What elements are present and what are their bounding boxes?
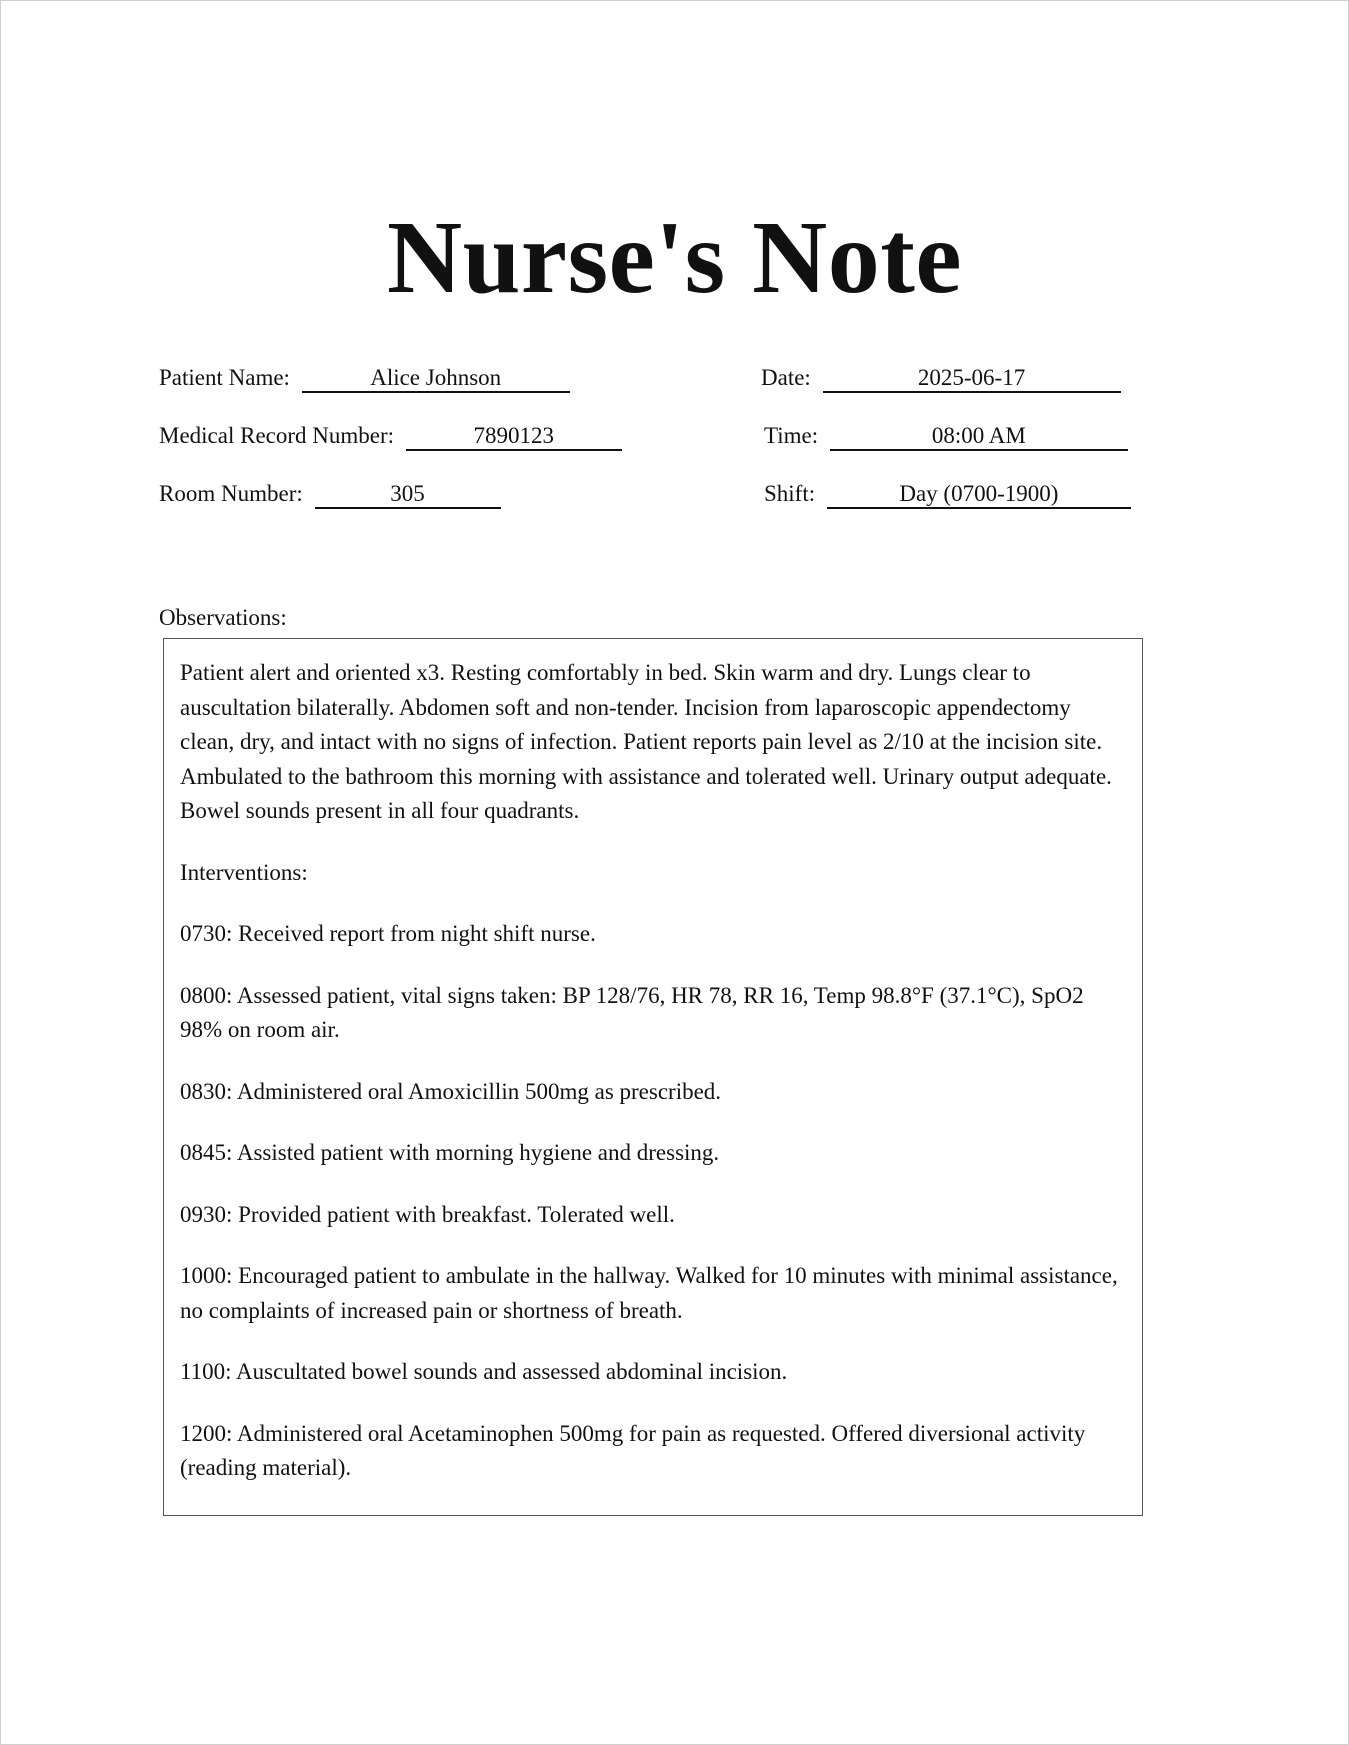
- room-number-label: Room Number:: [159, 481, 303, 506]
- intervention-entry: 1200: Administered oral Acetaminophen 500mg for pain as requested. Offered diversional activity (reading material).: [180, 1420, 1086, 1480]
- page-title: Nurse's Note: [386, 200, 962, 315]
- patient-name-label: Patient Name:: [159, 365, 290, 390]
- time-value: 08:00 AM: [830, 423, 1128, 451]
- intervention-entry: 0730: Received report from night shift nurse.: [180, 921, 596, 946]
- intervention-entry: 0930: Provided patient with breakfast. Tolerated well.: [180, 1201, 675, 1227]
- medical-record-number-field: [159, 421, 622, 451]
- intervention-entry: 0830: Administered oral Amoxicillin 500mg as prescribed.: [180, 1078, 722, 1104]
- intervention-entry: 0845: Assisted patient with morning hygiene and dressing.: [180, 1140, 720, 1165]
- intervention-entry: 1100: Auscultated bowel sounds and assessed abdominal incision.: [180, 1359, 788, 1384]
- patient-name-field: [159, 363, 570, 393]
- room-number-field: [159, 479, 501, 509]
- observations-box: [163, 638, 1143, 1516]
- observations-text: Patient alert and oriented x3. Resting comfortably in bed. Skin warm and dry. Lungs clear to auscultation bilaterally. Abdomen soft and non-tender. Incision from laparoscopic appendectomy clean, dry, and intact with no signs of infection. Patient reports pain level as 2/10 at the incision site. Ambulated to the bathroom this morning with assistance and tolerated well. Urinary output adequate. Bowel sounds present in all four quadrants.: [180, 660, 1112, 823]
- room-number-value: 305: [315, 481, 501, 509]
- intervention-entry: 1000: Encouraged patient to ambulate in the hallway. Walked for 10 minutes with minimal assistance, no complaints of increased pain or shortness of breath.: [180, 1263, 1118, 1323]
- intervention-entry: 0800: Assessed patient, vital signs taken: BP 128/76, HR 78, RR 16, Temp 98.8°F (37.1°C), SpO2 98% on room air.: [180, 982, 1084, 1042]
- interventions-label: Interventions:: [180, 859, 308, 885]
- shift-label: Shift:: [764, 481, 816, 506]
- time-label: Time:: [764, 423, 819, 448]
- date-label: Date:: [761, 365, 811, 390]
- date-field: [761, 363, 1121, 393]
- date-value: 2025-06-17: [823, 365, 1121, 393]
- shift-value: Day (0700-1900): [827, 481, 1131, 509]
- shift-field: [764, 479, 1131, 509]
- patient-name-value: Alice Johnson: [302, 365, 570, 393]
- medical-record-number-value: 7890123: [406, 423, 622, 451]
- medical-record-number-label: Medical Record Number:: [159, 423, 395, 448]
- observations-label: Observations:: [159, 605, 287, 630]
- time-field: [764, 421, 1128, 451]
